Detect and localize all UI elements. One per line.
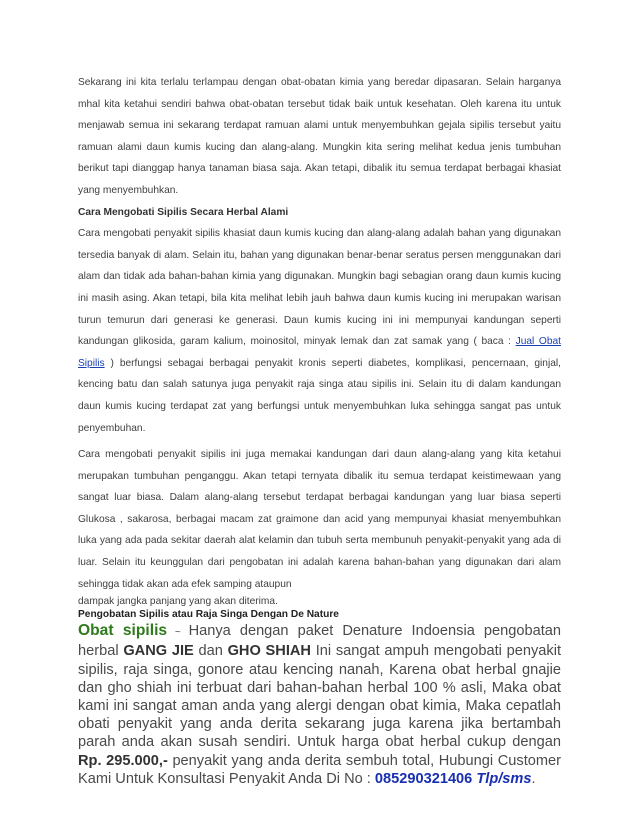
promo-end: .: [531, 770, 536, 787]
price-label: Rp. 295.000,-: [78, 752, 168, 769]
product-gho-shiah: GHO SHIAH: [227, 643, 311, 660]
tlp-sms-label: Tlp/sms: [472, 770, 532, 787]
alang-alang-paragraph: Cara mengobati penyakit sipilis ini juga memakai kandungan dari daun alang-alang yang kita ketahui merupakan tumbuhan penganggu. Akan tetapi ternyata dibalik itu semua terdapat keistimewaan yang sangat luar biasa. Dalam alang-alang tersebut terdapat berbagai kandungan yang luar biasa seperti Glukosa , sakarosa, berbagai macam zat graimone dan acid yang mempunyai khasiat menyembuhkan luka yang ada pada sekitar daerah alat kelamin dan tubuh serta membunuh penyakit-penyakit yang ada di luar. Selain itu keunggulan dari pengobatan ini adalah karena bahan-bahan yang digunakan dari alam sehingga tidak akan ada efek samping ataupun: [78, 449, 561, 590]
phone-number: 085290321406: [374, 770, 473, 787]
section-heading-denature: Pengobatan Sipilis atau Raja Singa Dengan De Nature: [78, 609, 339, 621]
alang-alang-paragraph-end: dampak jangka panjang yang akan diterima.: [78, 596, 278, 608]
obat-sipilis-keyword: Obat sipilis: [78, 622, 168, 640]
intro-paragraph: Sekarang ini kita terlalu terlampau dengan obat-obatan kimia yang beredar dipasaran. Selain harganya mhal kita ketahui sendiri bahwa obat-obatan tersebut tidak baik untuk kesehatan. Oleh karena itu untuk menjawab semua ini sekarang terdapat ramuan alami untuk menyembuhkan gejala sipilis tersebut yaitu ramuan alami daun kumis kucing dan alang-alang. Mungkin kita sering melihat kedua jenis tumbuhan berikut tapi dianggap hanya tanaman biasa saja. Akan tetapi, dibalik itu semua terdapat berbagai khasiat yang menyembuhkan.: [78, 77, 561, 196]
kumis-kucing-paragraph: [78, 223, 561, 439]
tilde-separator: ~: [167, 627, 189, 639]
promo-text-2: dan: [193, 643, 228, 660]
promo-paragraph: [78, 622, 561, 788]
jual-obat-sipilis-link[interactable]: Jual Obat Sipilis: [78, 336, 561, 369]
paragraph-text-before-link: Cara mengobati penyakit sipilis khasiat daun kumis kucing dan alang-alang adalah bahan yang digunakan tersedia banyak di alam. Selain itu, bahan yang digunakan benar-benar seratus persen menggunakan dari alam dan tidak ada bahan-bahan kimia yang digunakan. Mungkin bagi sebagian orang daun kumis kucing ini masih asing. Akan tetapi, bila kita melihat lebih jauh bahwa daun kumis kucing ini merupakan warisan turun temurun dari generasi ke generasi. Daun kumis kucing ini ini mempunyai kandungan seperti kandungan glikosida, garam kalium, moinositol, minyak lemak dan zat samak yang ( baca :: [78, 228, 561, 348]
product-gang-jie: GANG JIE: [123, 643, 194, 660]
paragraph-text-after-link: ) berfungsi sebagai berbagai penyakit kronis seperti diabetes, komplikasi, pencernaan, ginjal, kencing batu dan salah satunya juga penyakit raja singa atau sipilis ini. Selain itu di dalam kandungan daun kumis kucing terdapat zat yang berfungsi untuk menyembuhkan luka sehingga sangat pas untuk penyembuhan.: [78, 357, 561, 434]
section-heading-herbal: Cara Mengobati Sipilis Secara Herbal Alami: [78, 206, 289, 218]
promo-text-1: Hanya dengan paket Denature Indoensia pengobatan herbal: [78, 623, 561, 660]
promo-text-4: penyakit yang anda derita sembuh total, Hubungi Customer Kami Untuk Konsultasi Penyakit Anda Di No :: [78, 752, 561, 787]
document-page: [78, 72, 561, 788]
promo-text-3: Ini sangat ampuh mengobati penyakit sipilis, raja singa, gonore atau kencing nanah, Karena obat herbal gnajie dan gho shiah ini terbuat dari bahan-bahan herbal 100 % asli, Maka obat kami ini sangat aman anda yang alergi dengan obat kimia, Maka cepatlah obati penyakit yang anda derita sekarang juga karena jika bertambah parah anda akan susah sendiri. Untuk harga obat herbal cukup dengan: [78, 643, 562, 751]
